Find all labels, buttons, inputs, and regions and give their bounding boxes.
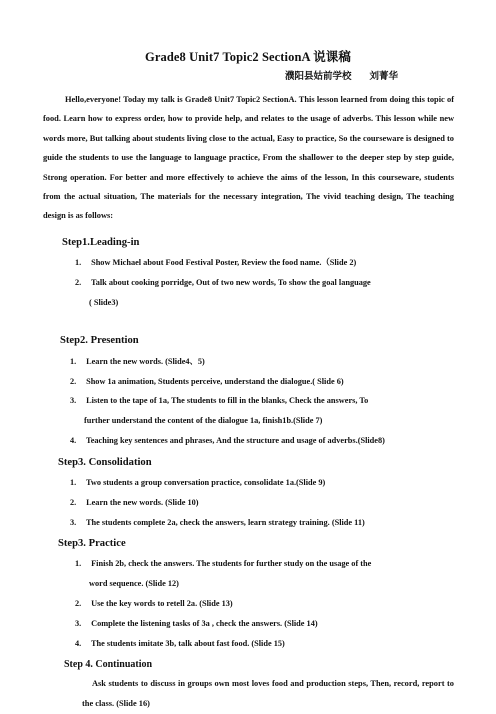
intro-paragraph: Hello,everyone! Today my talk is Grade8 Unit7 Topic2 SectionA. This lesson learned from doing this topic of food. Learn how to express order, how to provide help, and relates to the usage of adverbs. This lesson while new words more, But talking about students living close to the actual, Easy to practice, So the courseware is designed to guide the students to use the language to language practice, From the shallower to the deeper step by step guide, Strong operation. For better and more effectively to achieve the aims of the lesson, In this courseware, students from the actual situation, The materials for the necessary integration, The vivid teaching design, The teaching design is as follows:: [43, 95, 454, 221]
item-text: Complete the listening tasks of 3a , check the answers. (Slide 14): [91, 619, 318, 628]
list-item: [70, 352, 205, 372]
list-item: [75, 614, 318, 634]
list-item: [70, 473, 325, 493]
author-name: 刘菁华: [369, 72, 399, 82]
list-item: [70, 493, 199, 513]
page-title: Grade8 Unit7 Topic2 SectionA 说课稿: [145, 50, 351, 64]
item-text: Two students a group conversation practice, consolidate 1a.(Slide 9): [85, 478, 326, 487]
item-continuation: further understand the content of the dialogue 1a, finish1b.(Slide 7): [84, 416, 323, 425]
item-text: Show Michael about Food Festival Poster, Review the food name.（Slide 2): [91, 258, 357, 267]
step-paragraph: Ask students to discuss in groups own most loves food and production steps, Then, record, report to the class. (Slide 16): [82, 679, 454, 708]
list-item: [75, 634, 285, 654]
list-item: [75, 253, 356, 273]
item-number: 3.: [70, 518, 77, 527]
item-text: Learn the new words. (Slide 10): [86, 498, 199, 507]
item-continuation: ( Slide3): [89, 298, 119, 307]
author-line: [285, 68, 398, 82]
list-item: [75, 554, 371, 574]
list-item: [75, 594, 233, 614]
step-heading: Step 4. Continuation: [64, 659, 153, 670]
item-number: 3.: [75, 619, 82, 628]
item-number: 2.: [75, 278, 82, 287]
item-number: 2.: [70, 377, 77, 386]
item-number: 4.: [70, 436, 77, 445]
item-number: 2.: [70, 498, 77, 507]
step-heading: Step1.Leading-in: [62, 237, 140, 248]
step-heading: Step3. Consolidation: [58, 457, 152, 468]
item-text: Use the key words to retell 2a. (Slide 13): [91, 599, 233, 608]
item-number: 4.: [75, 639, 82, 648]
item-number: 1.: [75, 559, 82, 568]
school-name: 濮阳县姑前学校: [285, 72, 352, 82]
item-number: 1.: [70, 478, 77, 487]
item-number: 1.: [70, 357, 77, 366]
item-number: 3.: [70, 396, 77, 405]
list-item: [70, 372, 344, 392]
step-heading: Step2. Presention: [60, 335, 139, 346]
item-text: Show 1a animation, Students perceive, understand the dialogue.( Slide 6): [86, 377, 344, 386]
item-text: Learn the new words. (Slide4、5): [86, 357, 205, 366]
item-text: Teaching key sentences and phrases, And the structure and usage of adverbs.(Slide8): [85, 436, 385, 445]
item-text: Listen to the tape of 1a, The students to fill in the blanks, Check the answers, To: [86, 396, 369, 405]
list-item: [70, 391, 368, 411]
item-text: The students complete 2a, check the answers, learn strategy training. (Slide 11): [85, 518, 365, 527]
item-text: The students imitate 3b, talk about fast food. (Slide 15): [90, 639, 285, 648]
list-item: [70, 431, 385, 451]
step-heading: Step3. Practice: [58, 538, 126, 549]
item-text: Talk about cooking porridge, Out of two new words, To show the goal language: [90, 278, 371, 287]
item-number: 2.: [75, 599, 82, 608]
item-continuation: word sequence. (Slide 12): [89, 579, 179, 588]
list-item: [75, 273, 455, 293]
item-text: Finish 2b, check the answers. The students for further study on the usage of the: [91, 559, 372, 568]
item-number: 1.: [75, 258, 82, 267]
list-item: [70, 513, 365, 533]
